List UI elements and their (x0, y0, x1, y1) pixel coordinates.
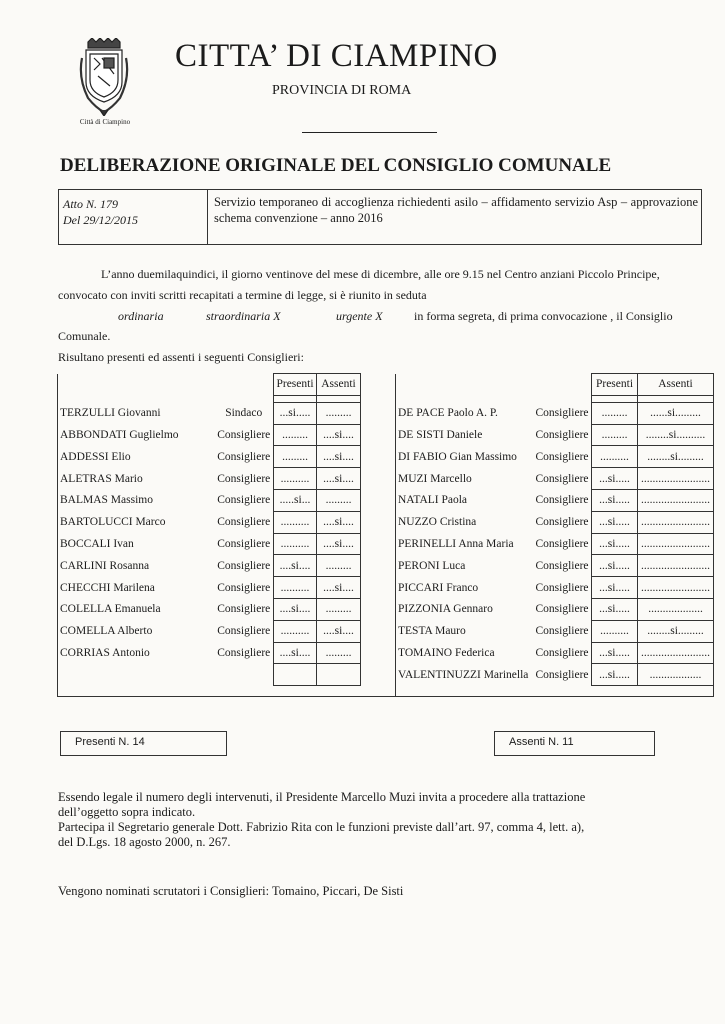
member-presenti: ...si..... (592, 511, 638, 533)
member-assenti: ....si.... (317, 511, 361, 533)
member-name: ABBONDATI Guglielmo (58, 424, 215, 446)
table-row (58, 598, 714, 620)
member-presenti: ...si..... (592, 664, 638, 686)
table-spacer (58, 395, 714, 402)
member-name: TERZULLI Giovanni (58, 402, 215, 424)
member-presenti: ....si.... (274, 598, 317, 620)
member-name: DE PACE Paolo A. P. (396, 402, 534, 424)
member-presenti: ......... (592, 402, 638, 424)
member-presenti: ...si..... (592, 555, 638, 577)
member-presenti: ...si..... (592, 533, 638, 555)
member-presenti: ....si.... (274, 555, 317, 577)
member-presenti: ...si..... (274, 402, 317, 424)
member-presenti: .......... (274, 620, 317, 642)
member-assenti: ........si......... (638, 446, 714, 468)
gap-cell (361, 489, 396, 511)
member-assenti: ......... (317, 598, 361, 620)
member-presenti: .......... (592, 620, 638, 642)
member-assenti: ........................ (638, 642, 714, 664)
table-row (58, 577, 714, 599)
member-name: CHECCHI Marilena (58, 577, 215, 599)
gap-cell (361, 642, 396, 664)
member-name: BARTOLUCCI Marco (58, 511, 215, 533)
member-assenti: ....si.... (317, 468, 361, 490)
member-role: Consigliere (215, 424, 274, 446)
member-presenti: .......... (274, 511, 317, 533)
member-role: Consigliere (215, 598, 274, 620)
member-role: Consigliere (534, 533, 592, 555)
member-role: Consigliere (215, 642, 274, 664)
table-header (58, 374, 714, 396)
gap-cell (361, 511, 396, 533)
member-name: VALENTINUZZI Marinella (396, 664, 534, 686)
member-role: Consigliere (215, 489, 274, 511)
intro-comunale: Comunale. (58, 329, 111, 343)
gap-cell (361, 620, 396, 642)
table-row (58, 402, 714, 424)
empty-cell (58, 664, 215, 686)
member-presenti: .......... (274, 577, 317, 599)
member-name: ADDESSI Elio (58, 446, 215, 468)
member-name: COLELLA Emanuela (58, 598, 215, 620)
member-name: BALMAS Massimo (58, 489, 215, 511)
member-name: DI FABIO Gian Massimo (396, 446, 534, 468)
member-role: Consigliere (534, 402, 592, 424)
intro-line-2: convocato con inviti scritti recapitati a termine di legge, si è riunito in seduta (58, 288, 427, 302)
member-assenti: ........................ (638, 533, 714, 555)
member-name: TOMAINO Federica (396, 642, 534, 664)
gap-cell (361, 664, 396, 686)
member-role: Consigliere (534, 446, 592, 468)
member-name: PERINELLI Anna Maria (396, 533, 534, 555)
atto-date: Del 29/12/2015 (63, 213, 138, 227)
table-row (58, 424, 714, 446)
member-role: Consigliere (215, 620, 274, 642)
table-row (58, 489, 714, 511)
member-role: Consigliere (215, 577, 274, 599)
member-assenti: ................... (638, 598, 714, 620)
gap-cell (361, 533, 396, 555)
member-presenti: .....si... (274, 489, 317, 511)
member-name: BOCCALI Ivan (58, 533, 215, 555)
member-assenti: ......si......... (638, 402, 714, 424)
intro-line-1: L’anno duemilaquindici, il giorno ventinove del mese di dicembre, alle ore 9.15 nel Centro anziani Piccolo Principe, (101, 267, 660, 281)
member-name: MUZI Marcello (396, 468, 534, 490)
member-name: PICCARI Franco (396, 577, 534, 599)
gap-cell (361, 577, 396, 599)
member-presenti: ......... (274, 424, 317, 446)
member-role: Consigliere (215, 468, 274, 490)
member-assenti: ....si.... (317, 446, 361, 468)
footer-p2b: del D.Lgs. 18 agosto 2000, n. 267. (58, 835, 231, 849)
table-bottom (58, 686, 714, 697)
member-name: DE SISTI Daniele (396, 424, 534, 446)
member-role: Consigliere (534, 555, 592, 577)
member-assenti: ........................ (638, 555, 714, 577)
atto-subject: Servizio temporaneo di accoglienza richiedenti asilo – affidamento servizio Asp – approvazione schema convenzione – anno 2016 (214, 195, 698, 225)
attendance-table (57, 373, 714, 697)
crest-caption: Città di Ciampino (79, 118, 131, 126)
province-name: PROVINCIA DI ROMA (272, 83, 412, 98)
col-assenti-right: Assenti (638, 374, 714, 396)
atto-identifier (63, 196, 138, 228)
member-assenti: ....si.... (317, 620, 361, 642)
member-assenti: ....si.... (317, 424, 361, 446)
member-presenti: ...si..... (592, 489, 638, 511)
member-role: Consigliere (534, 577, 592, 599)
member-role: Sindaco (215, 402, 274, 424)
atto-number: Atto N. 179 (63, 197, 119, 211)
document-title: DELIBERAZIONE ORIGINALE DEL CONSIGLIO COMUNALE (60, 155, 612, 176)
gap-cell (361, 402, 396, 424)
member-role: Consigliere (215, 555, 274, 577)
table-row (58, 620, 714, 642)
member-role: Consigliere (215, 446, 274, 468)
member-name: CORRIAS Antonio (58, 642, 215, 664)
member-name: PIZZONIA Gennaro (396, 598, 534, 620)
member-assenti: ......... (317, 555, 361, 577)
member-role: Consigliere (215, 533, 274, 555)
gap-cell (361, 468, 396, 490)
member-assenti: ....si.... (317, 577, 361, 599)
scrutatori: Vengono nominati scrutatori i Consiglieri: Tomaino, Piccari, De Sisti (58, 884, 404, 898)
member-assenti: ....si.... (317, 533, 361, 555)
member-name: PERONI Luca (396, 555, 534, 577)
table-row (58, 642, 714, 664)
member-name: TESTA Mauro (396, 620, 534, 642)
member-presenti: .......... (592, 446, 638, 468)
table-row (58, 555, 714, 577)
header-divider (302, 132, 437, 133)
gap-cell (361, 598, 396, 620)
seduta-straordinaria: straordinaria X (206, 309, 281, 323)
member-name: NATALI Paola (396, 489, 534, 511)
member-role: Consigliere (534, 424, 592, 446)
member-assenti: ......... (317, 642, 361, 664)
member-assenti: ........................ (638, 489, 714, 511)
member-assenti: ......... (317, 489, 361, 511)
table-row (58, 511, 714, 533)
member-presenti: ...si..... (592, 577, 638, 599)
member-presenti: ...si..... (592, 598, 638, 620)
totals-presenti: Presenti N. 14 (60, 731, 227, 756)
seduta-forma: in forma segreta, di prima convocazione , il Consiglio (414, 309, 673, 323)
footer-p2a: Partecipa il Segretario generale Dott. Fabrizio Rita con le funzioni previste dall’art. 97, comma 4, lett. a), (58, 820, 585, 834)
member-role: Consigliere (534, 598, 592, 620)
member-presenti: .......... (274, 468, 317, 490)
empty-cell (317, 664, 361, 686)
totals-assenti: Assenti N. 11 (494, 731, 655, 756)
atto-box (58, 189, 702, 245)
seduta-ordinaria: ordinaria (118, 309, 164, 323)
member-assenti: .................. (638, 664, 714, 686)
member-role: Consigliere (534, 642, 592, 664)
intro-risultano: Risultano presenti ed assenti i seguenti Consiglieri: (58, 350, 304, 364)
member-assenti: ........................ (638, 577, 714, 599)
member-role: Consigliere (534, 468, 592, 490)
member-presenti: ....si.... (274, 642, 317, 664)
city-crest-icon (78, 38, 130, 116)
member-presenti: ......... (592, 424, 638, 446)
member-name: CARLINI Rosanna (58, 555, 215, 577)
member-role: Consigliere (534, 664, 592, 686)
table-row (58, 446, 714, 468)
member-role: Consigliere (534, 511, 592, 533)
member-assenti: ........................ (638, 468, 714, 490)
col-assenti-left: Assenti (317, 374, 361, 396)
member-role: Consigliere (534, 620, 592, 642)
table-row (58, 533, 714, 555)
member-presenti: ...si..... (592, 642, 638, 664)
member-role: Consigliere (534, 489, 592, 511)
member-assenti: ........si......... (638, 620, 714, 642)
table-row (58, 468, 714, 490)
member-assenti: ......... (317, 402, 361, 424)
member-assenti: ........................ (638, 511, 714, 533)
member-name: NUZZO Cristina (396, 511, 534, 533)
seduta-urgente: urgente X (336, 309, 383, 323)
footer-p1b: dell’oggetto sopra indicato. (58, 805, 196, 819)
member-role: Consigliere (215, 511, 274, 533)
member-name: ALETRAS Mario (58, 468, 215, 490)
footer-text (58, 790, 678, 850)
empty-cell (274, 664, 317, 686)
gap-cell (361, 446, 396, 468)
member-presenti: ...si..... (592, 468, 638, 490)
col-presenti-left: Presenti (274, 374, 317, 396)
member-assenti: ........si.......... (638, 424, 714, 446)
table-row (58, 664, 714, 686)
member-presenti: .......... (274, 533, 317, 555)
empty-cell (215, 664, 274, 686)
city-name: CITTA’ DI CIAMPINO (175, 38, 498, 74)
col-presenti-right: Presenti (592, 374, 638, 396)
member-name: COMELLA Alberto (58, 620, 215, 642)
footer-p1a: Essendo legale il numero degli intervenuti, il Presidente Marcello Muzi invita a procedere alla trattazione (58, 790, 586, 804)
member-presenti: ......... (274, 446, 317, 468)
gap-cell (361, 424, 396, 446)
gap-cell (361, 555, 396, 577)
